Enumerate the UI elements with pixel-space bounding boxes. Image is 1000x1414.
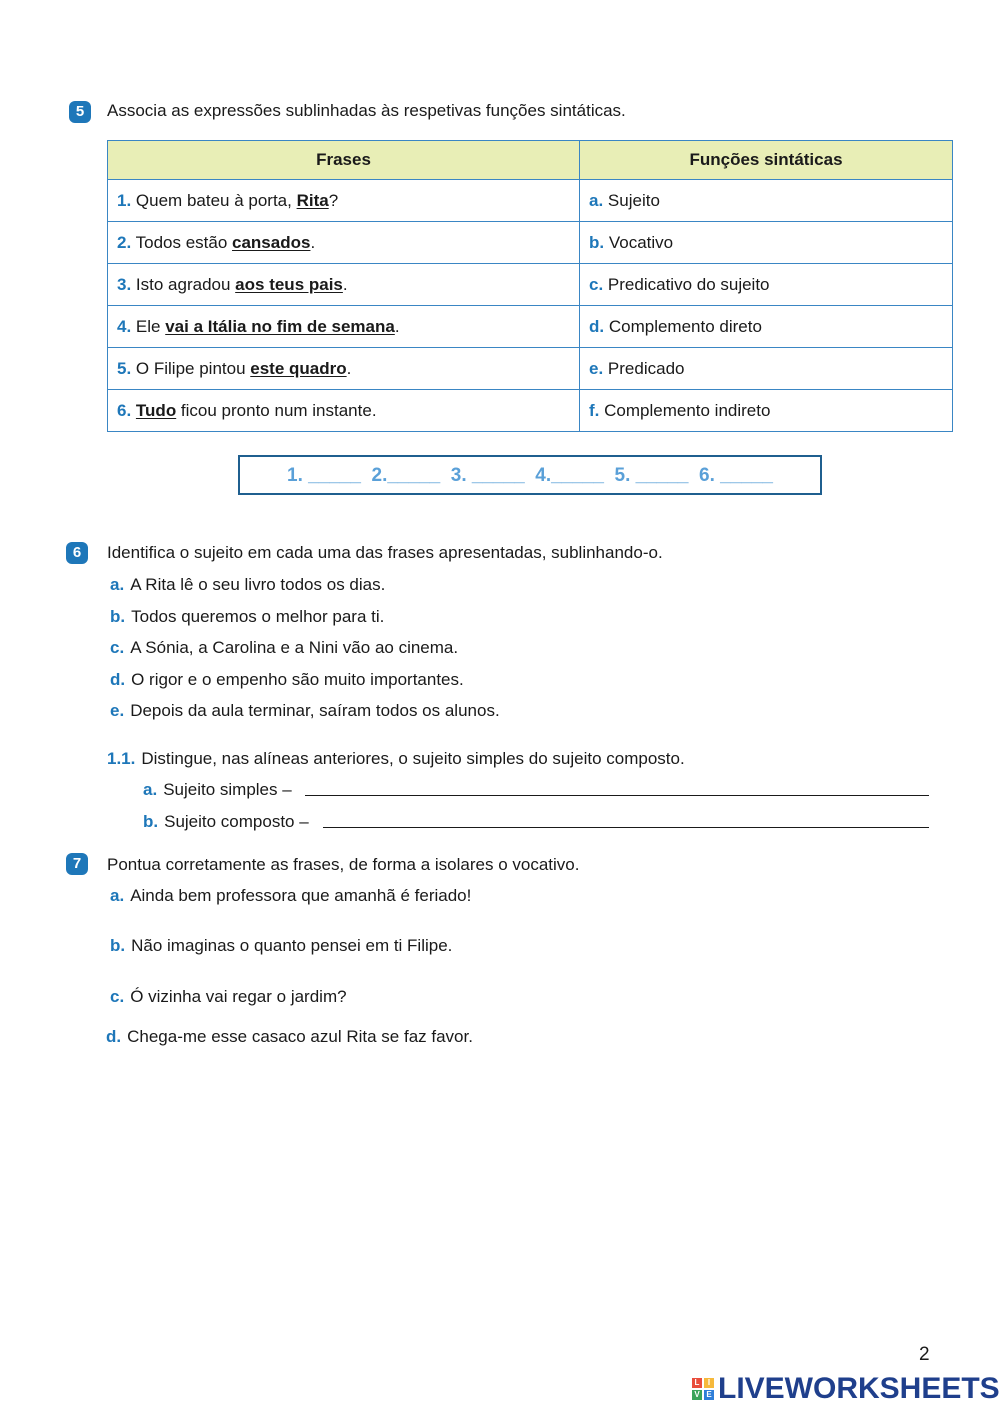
funcao-cell [580,348,953,390]
frase-underlined: aos teus pais [235,274,343,294]
q6-sub-instruction: 1.1. Distingue, nas alíneas anteriores, o sujeito simples do sujeito composto. [107,749,685,768]
logo-square: L [692,1378,702,1388]
frase-underlined: Rita [296,190,329,210]
q6-item-c: c. A Sónia, a Carolina e a Nini vão ao cinema. [110,638,459,657]
frase-number: 5. [117,358,132,378]
q7-item-c: c. Ó vizinha vai regar o jardim? [110,987,347,1006]
funcao-cell [580,222,953,264]
header-frases: Frases [108,141,580,180]
funcao-letter: f. [589,400,600,420]
frase-post: . [346,358,352,378]
answer-line-simple[interactable] [305,795,929,796]
q6-item-b: b. Todos queremos o melhor para ti. [110,607,385,626]
frase-cell [108,180,580,222]
logo-square: I [704,1378,714,1388]
question-5-badge: 5 [69,101,91,123]
question-5-instruction: Associa as expressões sublinhadas às respetivas funções sintáticas. [107,101,626,120]
funcao-cell [580,306,953,348]
q6-item-d: d. O rigor e o empenho são muito importantes. [110,670,464,689]
frase-pre: O Filipe pintou [135,358,251,378]
funcao-text: Predicativo do sujeito [607,274,770,294]
association-table [107,140,953,432]
liveworksheets-logo [692,1373,1000,1405]
funcao-letter: e. [589,358,604,378]
question-7-instruction: Pontua corretamente as frases, de forma a isolares o vocativo. [107,855,580,874]
funcao-text: Complemento direto [608,316,762,336]
table-row [108,264,953,306]
table-row [108,390,953,432]
frase-cell [108,222,580,264]
funcao-cell [580,180,953,222]
logo-square: E [704,1390,714,1400]
frase-number: 2. [117,232,132,252]
question-6-badge: 6 [66,542,88,564]
frase-pre: Ele [135,316,166,336]
header-funcoes: Funções sintáticas [580,141,953,180]
frase-pre: Todos estão [135,232,233,252]
funcao-letter: d. [589,316,605,336]
frase-pre: Isto agradou [135,274,236,294]
funcao-cell [580,390,953,432]
frase-cell [108,390,580,432]
frase-cell [108,348,580,390]
frase-post: . [342,274,348,294]
frase-underlined: Tudo [135,400,177,420]
funcao-text: Sujeito [607,190,660,210]
frase-underlined: este quadro [250,358,347,378]
frase-underlined: vai a Itália no fim de semana [165,316,395,336]
frase-post: . [310,232,316,252]
frase-post: . [394,316,400,336]
frase-cell [108,264,580,306]
page-number: 2 [919,1344,930,1365]
table-row [108,222,953,264]
logo-squares-icon [692,1378,714,1400]
frase-cell [108,306,580,348]
frase-number: 1. [117,190,132,210]
frase-number: 3. [117,274,132,294]
funcao-letter: c. [589,274,604,294]
brand-name: LIVEWORKSHEETS [718,1372,1000,1405]
table-row [108,180,953,222]
frase-number: 4. [117,316,132,336]
frase-post: ? [328,190,339,210]
q7-item-d: d. Chega-me esse casaco azul Rita se faz favor. [106,1027,473,1046]
q6-sub-item-a: a. Sujeito simples – [143,780,292,799]
funcao-letter: b. [589,232,605,252]
logo-square: V [692,1390,702,1400]
q6-item-e: e. Depois da aula terminar, saíram todos os alunos. [110,701,500,720]
answer-box[interactable]: 1. _____ 2._____ 3. _____ 4._____ 5. _____ 6. _____ [238,455,822,495]
q6-sub-item-b: b. Sujeito composto – [143,812,309,831]
funcao-letter: a. [589,190,604,210]
frase-post: ficou pronto num instante. [176,400,377,420]
funcao-text: Predicado [607,358,685,378]
frase-underlined: cansados [232,232,311,252]
funcao-text: Complemento indireto [604,400,771,420]
frase-number: 6. [117,400,132,420]
question-7-badge: 7 [66,853,88,875]
funcao-cell [580,264,953,306]
table-row [108,306,953,348]
table-row [108,348,953,390]
q7-item-a: a. Ainda bem professora que amanhã é feriado! [110,886,472,905]
q7-item-b: b. Não imaginas o quanto pensei em ti Filipe. [110,936,453,955]
answer-line-composto[interactable] [323,827,929,828]
funcao-text: Vocativo [608,232,674,252]
frase-pre: Quem bateu à porta, [135,190,297,210]
question-6-instruction: Identifica o sujeito em cada uma das frases apresentadas, sublinhando-o. [107,543,663,562]
q6-item-a: a. A Rita lê o seu livro todos os dias. [110,575,386,594]
